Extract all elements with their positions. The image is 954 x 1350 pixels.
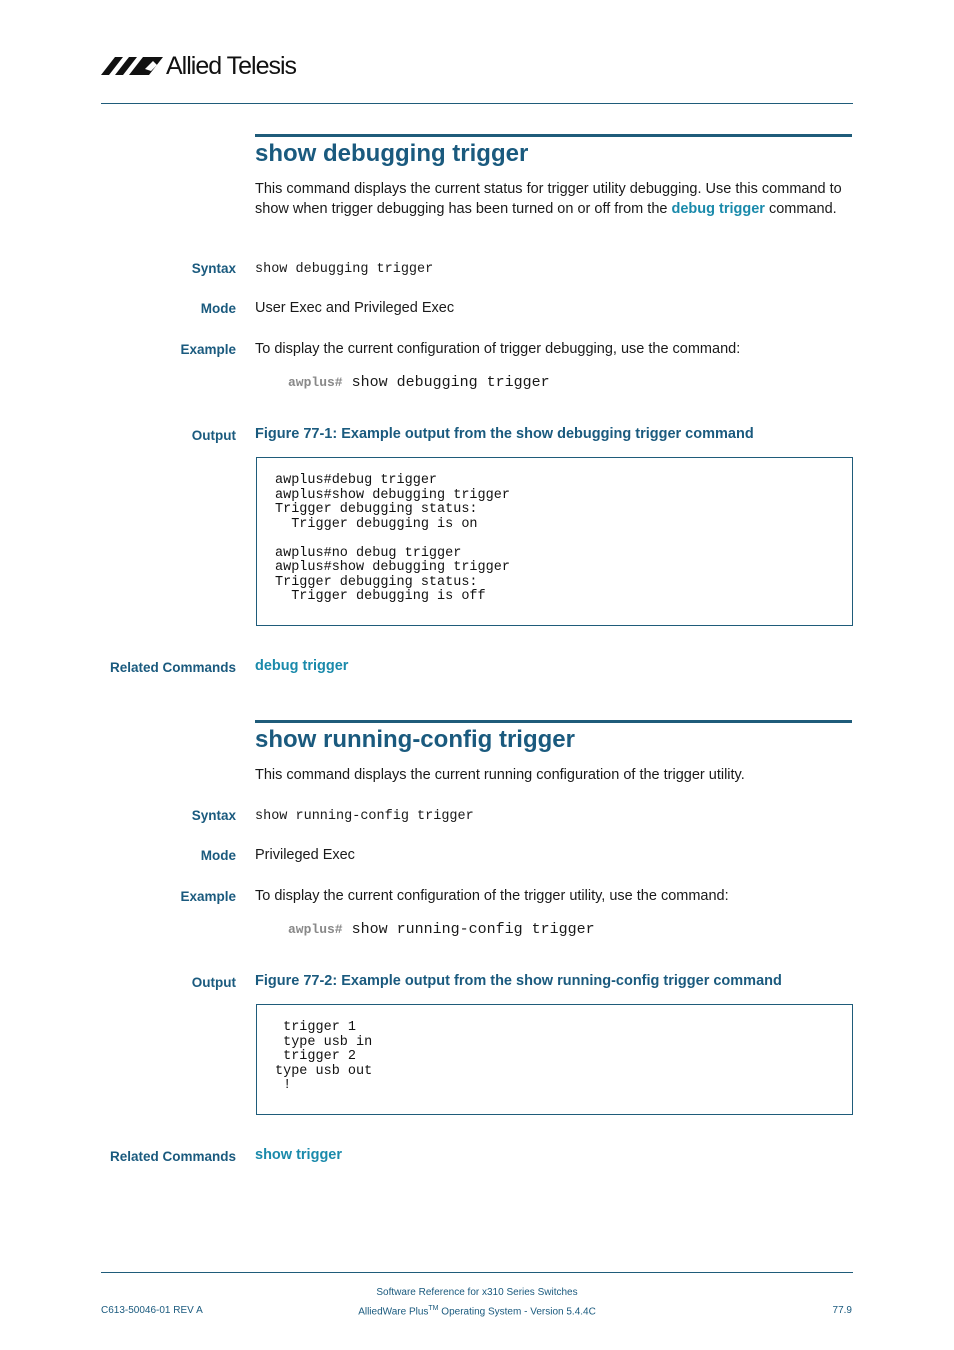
footer-title: Software Reference for x310 Series Switches bbox=[376, 1287, 578, 1298]
brand-name: Allied Telesis bbox=[166, 51, 297, 80]
section-rule bbox=[255, 134, 852, 137]
allied-telesis-logo-icon bbox=[101, 55, 163, 77]
syntax-text: show debugging trigger bbox=[255, 262, 434, 277]
mode-text: Privileged Exec bbox=[255, 847, 355, 863]
section-title: show running-config trigger bbox=[255, 726, 575, 753]
syntax-label: Syntax bbox=[191, 808, 236, 823]
output-line: Trigger debugging is on bbox=[275, 516, 478, 532]
example-text: To display the current configuration of trigger debugging, use the command: bbox=[255, 341, 741, 357]
section-description: This command displays the current status for trigger utility debugging. Use this command to show when trigger debugging has been turned on or off from the debug trigger command. bbox=[255, 181, 842, 217]
brand-logo bbox=[101, 50, 296, 82]
related-commands-label: Related Commands bbox=[109, 660, 236, 675]
section-title: show debugging trigger bbox=[255, 140, 529, 167]
output-line: Trigger debugging is off bbox=[275, 589, 486, 604]
related-commands-label: Related Commands bbox=[109, 1149, 236, 1164]
mode-text: User Exec and Privileged Exec bbox=[255, 300, 455, 316]
example-text: To display the current configuration of the trigger utility, use the command: bbox=[255, 888, 729, 904]
output-box bbox=[256, 1004, 853, 1115]
output-box bbox=[256, 457, 853, 626]
output-line: trigger 2 bbox=[275, 1049, 357, 1064]
section-description: This command displays the current running configuration of the trigger utility. bbox=[255, 767, 745, 783]
output-line: awplus#show debugging trigger bbox=[275, 560, 510, 575]
output-line: awplus#debug trigger bbox=[275, 473, 438, 488]
figure-title: Figure 77-2: Example output from the show running-config trigger command bbox=[255, 973, 782, 989]
output-line: type usb out bbox=[275, 1063, 373, 1079]
header-rule bbox=[101, 103, 853, 104]
output-label: Output bbox=[191, 428, 236, 443]
prompt: awplus# bbox=[288, 922, 343, 937]
mode-label: Mode bbox=[200, 301, 236, 316]
figure-title: Figure 77-1: Example output from the show debugging trigger command bbox=[255, 426, 754, 442]
output-line bbox=[275, 532, 852, 547]
syntax-label: Syntax bbox=[191, 261, 236, 276]
section-rule bbox=[255, 720, 852, 723]
output-line: trigger 1 bbox=[275, 1020, 357, 1035]
example-command: awplus# show running-config trigger bbox=[288, 921, 595, 938]
footer-subtitle: AlliedWare Plus™ Operating System - Version 5.4.4C bbox=[358, 1305, 596, 1318]
mode-label: Mode bbox=[200, 848, 236, 863]
syntax-text: show running-config trigger bbox=[255, 809, 474, 824]
output-line: type usb in bbox=[275, 1034, 373, 1050]
page-number: 77.9 bbox=[832, 1305, 852, 1316]
example-label: Example bbox=[180, 342, 236, 357]
example-label: Example bbox=[180, 889, 236, 904]
output-line: awplus#no debug trigger bbox=[275, 545, 462, 561]
prompt: awplus# bbox=[288, 375, 343, 390]
related-command-link[interactable]: show trigger bbox=[255, 1147, 343, 1163]
output-label: Output bbox=[191, 975, 236, 990]
related-command-link[interactable]: debug trigger bbox=[255, 658, 349, 674]
output-line: awplus#show debugging trigger bbox=[275, 487, 510, 503]
footer-rule bbox=[101, 1272, 853, 1273]
doc-id: C613-50046-01 REV A bbox=[101, 1305, 203, 1316]
output-line: ! bbox=[275, 1078, 292, 1093]
output-line: Trigger debugging status: bbox=[275, 574, 478, 590]
debug-trigger-link[interactable]: debug trigger bbox=[671, 200, 765, 217]
output-line: Trigger debugging status: bbox=[275, 502, 478, 517]
example-command: awplus# show debugging trigger bbox=[288, 374, 550, 391]
